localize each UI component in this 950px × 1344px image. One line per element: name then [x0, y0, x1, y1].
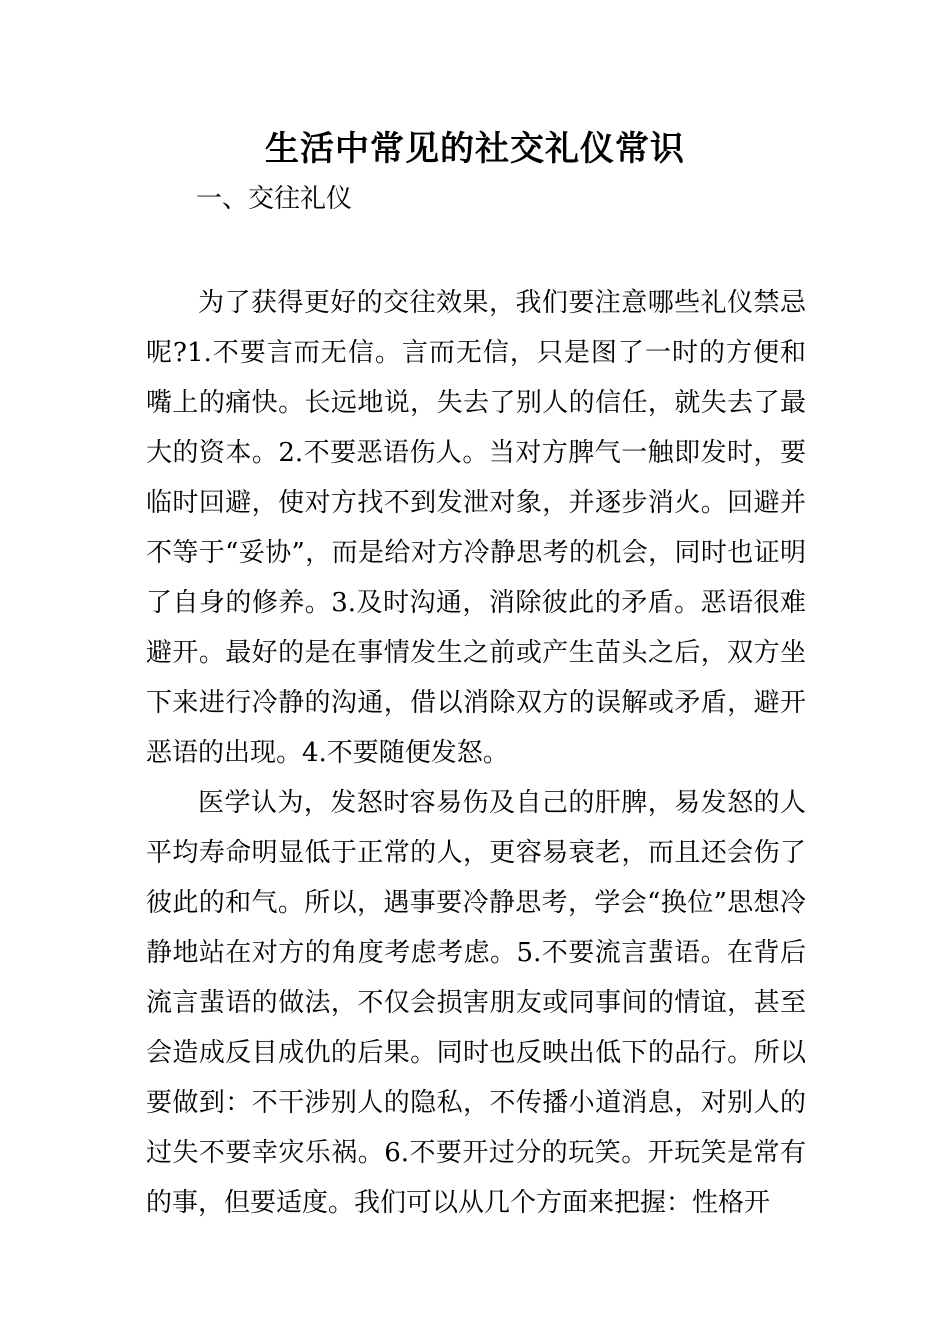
- document-title: 生活中常见的社交礼仪常识: [265, 129, 685, 169]
- section-heading: 一、交往礼仪: [196, 184, 353, 214]
- document-body: [146, 278, 806, 1228]
- paragraph-1: 为了获得更好的交往效果，我们要注意哪些礼仪禁忌呢?1.不要言而无信。言而无信，只是图了一时的方便和嘴上的痛快。长远地说，失去了别人的信任，就失去了最大的资本。2.不要恶语伤人。当对方脾气一触即发时，要临时回避，使对方找不到发泄对象，并逐步消火。回避并不等于“妥协”，而是给对方冷静思考的机会，同时也证明了自身的修养。3.及时沟通，消除彼此的矛盾。恶语很难避开。最好的是在事情发生之前或产生苗头之后，双方坐下来进行冷静的沟通，借以消除双方的误解或矛盾，避开恶语的出现。4.不要随便发怒。: [146, 288, 806, 768]
- paragraph-2: 医学认为，发怒时容易伤及自己的肝脾，易发怒的人平均寿命明显低于正常的人，更容易衰老，而且还会伤了彼此的和气。所以，遇事要冷静思考，学会“换位”思想冷静地站在对方的角度考虑考虑。5.不要流言蜚语。在背后流言蜚语的做法，不仅会损害朋友或同事间的情谊，甚至会造成反目成仇的后果。同时也反映出低下的品行。所以要做到：不干涉别人的隐私，不传播小道消息，对别人的过失不要幸灾乐祸。6.不要开过分的玩笑。开玩笑是常有的事，但要适度。我们可以从几个方面来把握：性格开: [146, 788, 806, 1218]
